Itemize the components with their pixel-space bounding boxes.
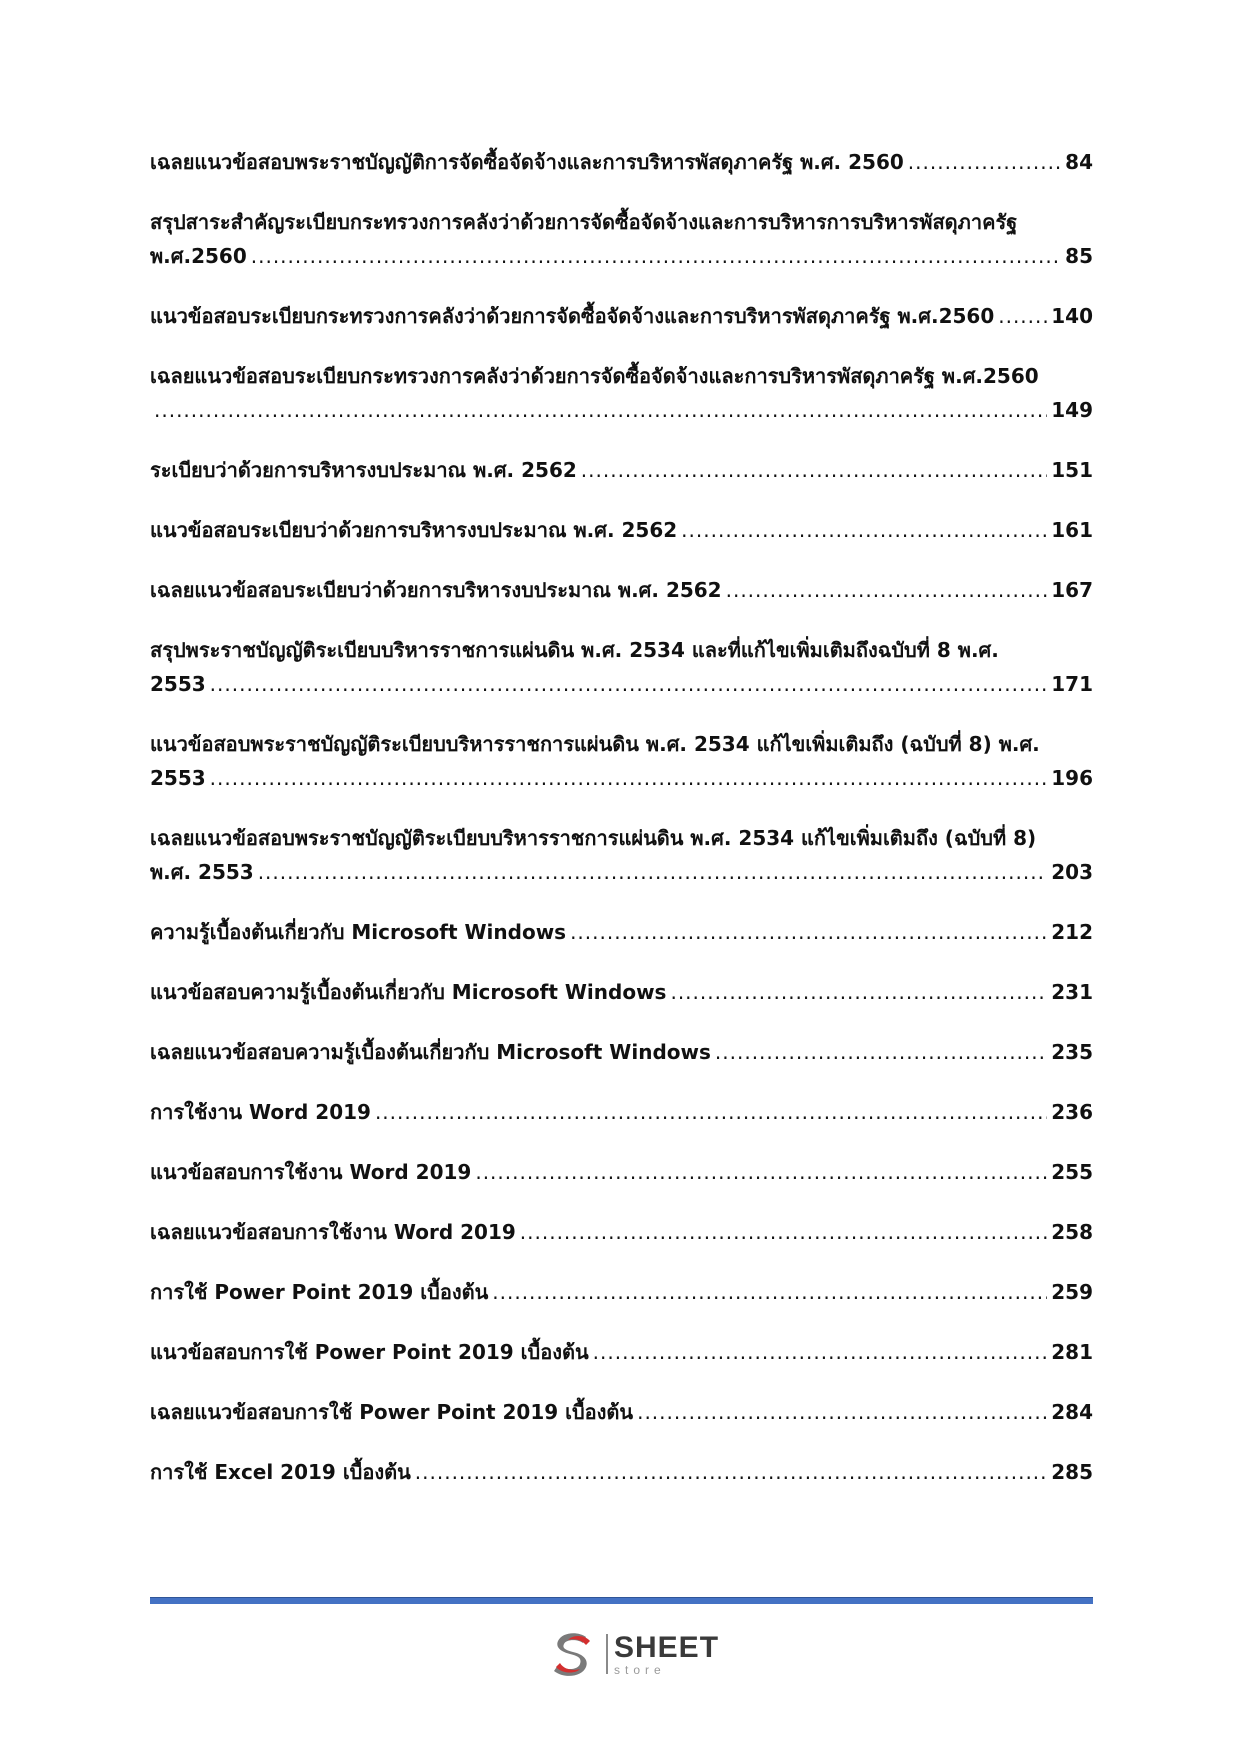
toc-entry-line [150, 761, 1093, 795]
toc-entry-line [150, 1155, 1093, 1189]
logo-divider [606, 1634, 608, 1674]
toc-entry-line [150, 975, 1093, 1009]
toc-entry-title: 2553 [150, 766, 206, 790]
toc-entry[interactable] [150, 821, 1093, 889]
toc-entry-title: เฉลยแนวข้อสอบพระราชบัญญัติระเบียบบริหารราชการแผ่นดิน พ.ศ. 2534 แก้ไขเพิ่มเติมถึง (ฉบับที่ 8) [150, 826, 1037, 850]
dot-leader [258, 855, 1048, 889]
dot-leader [210, 761, 1048, 795]
toc-entry-line [150, 1215, 1093, 1249]
toc-entry[interactable] [150, 1215, 1093, 1249]
dot-leader [520, 1215, 1047, 1249]
dot-leader [475, 1155, 1047, 1189]
toc-entry-title: 2553 [150, 672, 206, 696]
toc-entry-title: การใช้ Power Point 2019 เบื้องต้น [150, 1280, 489, 1304]
toc-entry-title: แนวข้อสอบระเบียบกระทรวงการคลังว่าด้วยการจัดซื้อจัดจ้างและการบริหารพัสดุภาครัฐ พ.ศ.2560 [150, 304, 995, 328]
toc-entry-title: เฉลยแนวข้อสอบความรู้เบื้องต้นเกี่ยวกับ Microsoft Windows [150, 1040, 711, 1064]
dot-leader [415, 1455, 1047, 1489]
brand-tagline: store [614, 1662, 666, 1677]
toc-entry-line [150, 821, 1093, 855]
toc-entry-title: แนวข้อสอบระเบียบว่าด้วยการบริหารงบประมาณ พ.ศ. 2562 [150, 518, 678, 542]
toc-entry-line [150, 667, 1093, 701]
dot-leader [251, 239, 1061, 273]
dot-leader [593, 1335, 1048, 1369]
toc-entry-title: แนวข้อสอบการใช้งาน Word 2019 [150, 1160, 472, 1184]
dot-leader [210, 667, 1048, 701]
toc-entry-line [150, 1455, 1093, 1489]
toc-page-number: 203 [1051, 860, 1093, 884]
toc-entry[interactable] [150, 1095, 1093, 1129]
toc-entry-line [150, 727, 1093, 761]
toc-entry-line [150, 359, 1093, 393]
toc-entry-title: แนวข้อสอบการใช้ Power Point 2019 เบื้องต้น [150, 1340, 589, 1364]
toc-entry-line [150, 855, 1093, 889]
dot-leader [375, 1095, 1047, 1129]
toc-entry[interactable] [150, 1395, 1093, 1429]
footer-divider [150, 1597, 1093, 1604]
toc-page-number: 85 [1065, 244, 1093, 268]
dot-leader [154, 393, 1047, 427]
toc-entry-title: สรุปสาระสำคัญระเบียบกระทรวงการคลังว่าด้วยการจัดซื้อจัดจ้างและการบริหารการบริหารพัสดุภาครัฐ [150, 210, 1018, 234]
dot-leader [581, 453, 1047, 487]
toc-entry-line [150, 513, 1093, 547]
toc-entry[interactable] [150, 633, 1093, 701]
dot-leader [715, 1035, 1047, 1069]
toc-entry-title: แนวข้อสอบความรู้เบื้องต้นเกี่ยวกับ Microsoft Windows [150, 980, 667, 1004]
toc-entry[interactable] [150, 299, 1093, 333]
toc-entry-line [150, 1095, 1093, 1129]
toc-page-number: 255 [1051, 1160, 1093, 1184]
toc-entry[interactable] [150, 1155, 1093, 1189]
toc-page-number: 259 [1051, 1280, 1093, 1304]
toc-entry-line [150, 915, 1093, 949]
dot-leader [681, 513, 1047, 547]
toc-entry-title: การใช้งาน Word 2019 [150, 1100, 371, 1124]
toc-entry-line [150, 1395, 1093, 1429]
brand-name: SHEET [614, 1630, 720, 1664]
sheet-store-logo [548, 1626, 719, 1682]
toc-entry-line [150, 239, 1093, 273]
toc-entry-line [150, 205, 1093, 239]
toc-entry-line [150, 393, 1093, 427]
toc-entry[interactable] [150, 1275, 1093, 1309]
toc-entry-line [150, 1275, 1093, 1309]
toc-page-number: 212 [1051, 920, 1093, 944]
toc-entry-line [150, 633, 1093, 667]
toc-page-number: 281 [1051, 1340, 1093, 1364]
toc-entry-line [150, 453, 1093, 487]
toc-entry[interactable] [150, 205, 1093, 273]
dot-leader [670, 975, 1047, 1009]
toc-page-number: 171 [1051, 672, 1093, 696]
toc-entry[interactable] [150, 1335, 1093, 1369]
dot-leader [998, 299, 1047, 333]
toc-entry-title: แนวข้อสอบพระราชบัญญัติระเบียบบริหารราชการแผ่นดิน พ.ศ. 2534 แก้ไขเพิ่มเติมถึง (ฉบับที่ 8) พ.ศ. [150, 732, 1040, 756]
toc-entry-title: เฉลยแนวข้อสอบการใช้ Power Point 2019 เบื้องต้น [150, 1400, 634, 1424]
dot-leader [492, 1275, 1047, 1309]
toc-entry[interactable] [150, 453, 1093, 487]
toc-entry[interactable] [150, 915, 1093, 949]
toc-page-number: 84 [1065, 150, 1093, 174]
toc-page-number: 151 [1051, 458, 1093, 482]
toc-entry-line [150, 145, 1093, 179]
toc-entry-line [150, 299, 1093, 333]
toc-entry-line [150, 1035, 1093, 1069]
toc-page-number: 236 [1051, 1100, 1093, 1124]
toc-entry[interactable] [150, 359, 1093, 427]
toc-page-number: 258 [1051, 1220, 1093, 1244]
toc-page-number: 231 [1051, 980, 1093, 1004]
table-of-contents [150, 145, 1093, 1515]
toc-entry-title: เฉลยแนวข้อสอบการใช้งาน Word 2019 [150, 1220, 516, 1244]
toc-entry-line [150, 1335, 1093, 1369]
toc-page-number: 284 [1051, 1400, 1093, 1424]
toc-entry[interactable] [150, 1035, 1093, 1069]
toc-entry-title: เฉลยแนวข้อสอบพระราชบัญญัติการจัดซื้อจัดจ้างและการบริหารพัสดุภาครัฐ พ.ศ. 2560 [150, 150, 904, 174]
dot-leader [570, 915, 1047, 949]
toc-page-number: 149 [1051, 398, 1093, 422]
toc-entry-title: สรุปพระราชบัญญัติระเบียบบริหารราชการแผ่นดิน พ.ศ. 2534 และที่แก้ไขเพิ่มเติมถึงฉบับที่ 8 พ.ศ. [150, 638, 999, 662]
toc-page-number: 285 [1051, 1460, 1093, 1484]
toc-entry-title: พ.ศ.2560 [150, 244, 247, 268]
dot-leader [637, 1395, 1047, 1429]
logo-s-icon [548, 1629, 598, 1679]
dot-leader [726, 573, 1048, 607]
toc-page-number: 196 [1051, 766, 1093, 790]
toc-entry-title: พ.ศ. 2553 [150, 860, 254, 884]
toc-entry-title: ระเบียบว่าด้วยการบริหารงบประมาณ พ.ศ. 2562 [150, 458, 577, 482]
toc-entry-title: เฉลยแนวข้อสอบระเบียบกระทรวงการคลังว่าด้วยการจัดซื้อจัดจ้างและการบริหารพัสดุภาครัฐ พ.ศ.2560 [150, 364, 1039, 388]
toc-page-number: 167 [1051, 578, 1093, 602]
toc-entry[interactable] [150, 145, 1093, 179]
toc-entry-line [150, 573, 1093, 607]
toc-page-number: 161 [1051, 518, 1093, 542]
toc-entry-title: การใช้ Excel 2019 เบื้องต้น [150, 1460, 411, 1484]
toc-page-number: 235 [1051, 1040, 1093, 1064]
toc-entry[interactable] [150, 1455, 1093, 1489]
toc-entry[interactable] [150, 975, 1093, 1009]
toc-entry-title: เฉลยแนวข้อสอบระเบียบว่าด้วยการบริหารงบประมาณ พ.ศ. 2562 [150, 578, 722, 602]
toc-entry[interactable] [150, 513, 1093, 547]
toc-entry-title: ความรู้เบื้องต้นเกี่ยวกับ Microsoft Windows [150, 920, 567, 944]
toc-entry[interactable] [150, 727, 1093, 795]
dot-leader [908, 145, 1061, 179]
logo-wordmark [614, 1630, 720, 1677]
toc-entry[interactable] [150, 573, 1093, 607]
toc-page-number: 140 [1051, 304, 1093, 328]
